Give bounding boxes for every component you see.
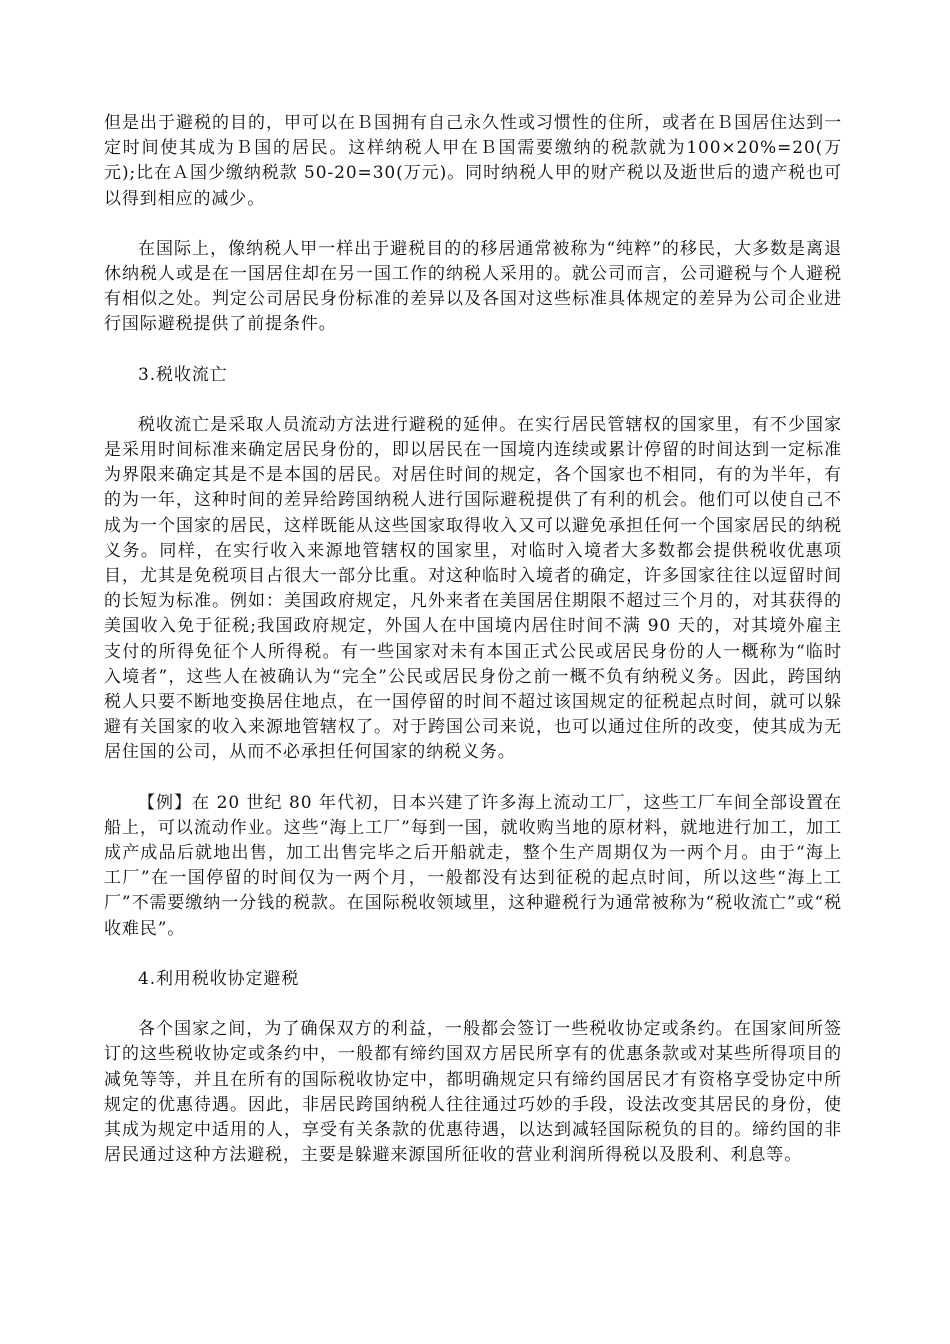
section-heading-tax-exile: 3.税收流亡 [138,364,228,385]
paragraph-tax-exile: 税收流亡是采取人员流动方法进行避税的延伸。在实行居民管辖权的国家里，有不少国家是采用时间标准来确定居民身份的，即以居民在一国境内连续或累计停留的时间达到一定标准为界限来确定其是不是本国的居民。对居住时间的规定，各个国家也不相同，有的为半年，有的为一年，这种时间的差异给跨国纳税人进行国际避税提供了有利的机会。他们可以使自己不成为一个国家的居民，这样既能从这些国家取得收入又可以避免承担任何一个国家居民的纳税义务。同样，在实行收入来源地管辖权的国家里，对临时入境者大多数都会提供税收优惠项目，尤其是免税项目占很大一部分比重。对这种临时入境者的确定，许多国家往往以逗留时间的长短为标准。例如：美国政府规定，凡外来者在美国居住期限不超过三个月的，对其获得的美国收入免于征税;我国政府规定，外国人在中国境内居住时间不满 90 天的，对其境外雇主支付的所得免征个人所得税。有一些国家对未有本国正式公民或居民身份的人一概称为“临时入境者”，这些人在被确认为“完全”公民或居民身份之前一概不负有纳税义务。因此，跨国纳税人只要不断地变换居住地点，在一国停留的时间不超过该国规定的征税起点时间，就可以躲避有关国家的收入来源地管辖权了。对于跨国公司来说，也可以通过住所的改变，使其成为无居住国的公司，从而不必承担任何国家的纳税义务。 [104,414,842,763]
section-heading-tax-treaty: 4.利用税收协定避税 [138,968,300,989]
paragraph-residence-change: 但是出于避税的目的，甲可以在Ｂ国拥有自己永久性或习惯性的住所，或者在Ｂ国居住达到一定时间使其成为Ｂ国的居民。这样纳税人甲在Ｂ国需要缴纳的税款就为100×20%=20(万元);比在Ａ国少缴纳税款 50-20=30(万元)。同时纳税人甲的财产税以及逝世后的遗产税也可以得到相应的减少。 [104,113,842,209]
document-body [104,111,842,1193]
paragraph-pure-migration: 在国际上，像纳税人甲一样出于避税目的的移居通常被称为“纯粹”的移民，大多数是离退休纳税人或是在一国居住却在另一国工作的纳税人采用的。就公司而言，公司避税与个人避税有相似之处。判定公司居民身份标准的差异以及各国对这些标准具体规定的差异为公司企业进行国际避税提供了前提条件。 [104,238,842,335]
paragraph-example-floating-factory: 【例】在 20 世纪 80 年代初，日本兴建了许多海上流动工厂，这些工厂车间全部设置在船上，可以流动作业。这些“海上工厂”每到一国，就收购当地的原材料，就地进行加工，加工成产成品后就地出售，加工出售完毕之后开船就走，整个生产周期仅为一两个月。由于“海上工厂”在一国停留的时间仅为一两个月，一般都没有达到征税的起点时间，所以这些“海上工厂”不需要缴纳一分钱的税款。在国际税收领域里，这种避税行为通常被称为“税收流亡”或“税收难民”。 [104,792,842,939]
paragraph-tax-treaty: 各个国家之间，为了确保双方的利益，一般都会签订一些税收协定或条约。在国家间所签订的这些税收协定或条约中，一般都有缔约国双方居民所享有的优惠条款或对某些所得项目的减免等等，并且在所有的国际税收协定中，都明确规定只有缔约国居民才有资格享受协定中所规定的优惠待遇。因此，非居民跨国纳税人往往通过巧妙的手段，设法改变其居民的身份，使其成为规定中适用的人，享受有关条款的优惠待遇，以达到减轻国际税负的目的。缔约国的非居民通过这种方法避税，主要是躲避来源国所征收的营业利润所得税以及股利、利息等。 [104,1019,842,1166]
